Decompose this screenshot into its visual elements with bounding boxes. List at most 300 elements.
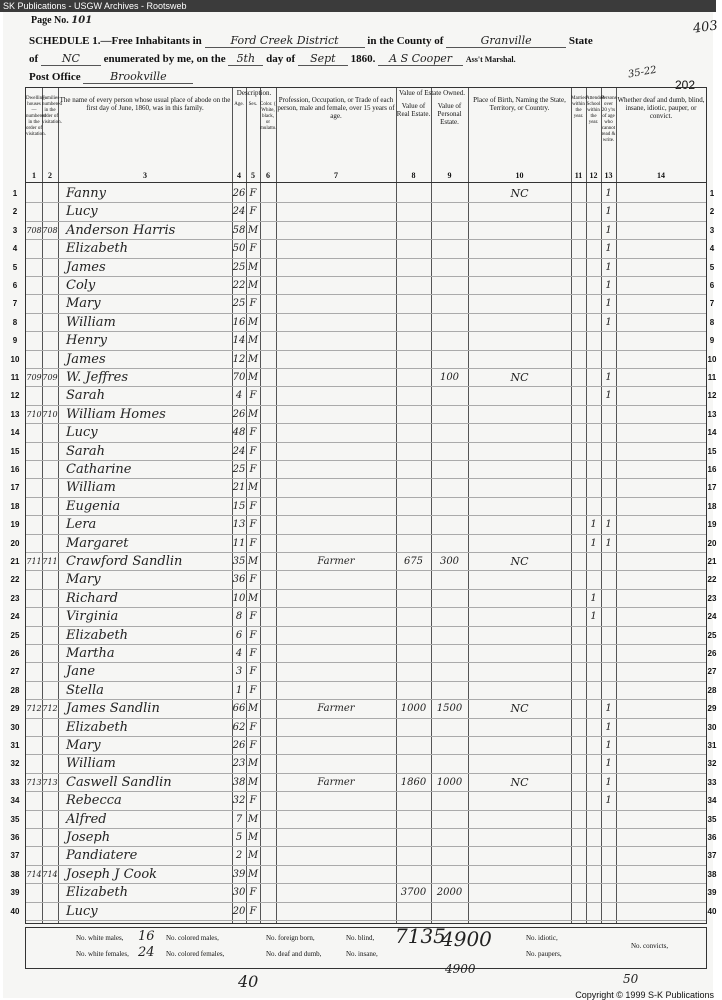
table-row — [10, 386, 717, 405]
person-name: Lucy — [66, 903, 98, 919]
sex: M — [247, 353, 259, 365]
illiterate-mark: 1 — [605, 758, 612, 770]
sex: F — [249, 629, 257, 641]
line-number: 5 — [12, 262, 18, 272]
column-number-8: 8 — [411, 171, 416, 180]
sex: M — [247, 776, 259, 788]
line-number-right: 5 — [709, 262, 715, 272]
age: 2 — [235, 850, 243, 862]
sex: M — [247, 335, 259, 347]
line-number: 24 — [10, 612, 20, 622]
line-number-right: 37 — [707, 851, 717, 861]
table-row — [10, 626, 717, 645]
total-personal-note: 4900 — [445, 962, 476, 976]
table-row — [10, 699, 717, 718]
sex: F — [249, 795, 257, 807]
school-mark: 1 — [590, 537, 597, 549]
table-row — [10, 460, 717, 479]
person-name: Richard — [66, 590, 118, 606]
sex: F — [249, 500, 257, 512]
line-number: 30 — [10, 722, 20, 732]
table-row — [10, 662, 717, 681]
enumerated-label: enumerated by me, on the — [103, 53, 226, 65]
table-row — [10, 442, 717, 461]
age: 13 — [232, 519, 246, 531]
age: 11 — [232, 537, 246, 549]
sex: F — [249, 464, 257, 475]
line-number: 1 — [12, 189, 18, 198]
person-name: Crawford Sandlin — [66, 554, 183, 569]
copyright: Copyright © 1999 S-K Publications — [575, 990, 714, 1000]
family-number: 711 — [42, 557, 58, 566]
line-number: 27 — [10, 667, 20, 677]
printed-page-number: 202 — [675, 78, 696, 92]
column-number-12: 12 — [589, 171, 598, 180]
illiterate-mark: 1 — [605, 776, 612, 788]
sex: M — [247, 703, 259, 715]
school-mark: 1 — [590, 519, 597, 531]
person-name: W. Jeffres — [66, 370, 129, 385]
line-number: 23 — [10, 593, 20, 603]
table-row — [10, 810, 717, 829]
line-number-right: 24 — [707, 612, 717, 622]
line-number-right: 25 — [707, 630, 717, 640]
table-row — [10, 846, 717, 865]
person-name: Sarah — [66, 388, 105, 404]
age: 70 — [232, 372, 246, 383]
foreign-born-label: No. foreign born, — [266, 934, 315, 942]
illiterate-mark: 1 — [605, 390, 612, 402]
family-number: 713 — [42, 777, 58, 787]
table-row — [10, 865, 717, 884]
age: 26 — [232, 740, 246, 751]
age: 4 — [235, 648, 243, 659]
sex: F — [249, 611, 257, 623]
sex: M — [247, 556, 259, 567]
enumeration-line — [29, 52, 516, 66]
line-number: 4 — [12, 244, 18, 254]
column-heading-9: Value of Personal Estate. — [437, 102, 462, 126]
line-number: 32 — [10, 759, 20, 769]
illiterate-mark: 1 — [605, 740, 612, 751]
table-row — [10, 497, 717, 516]
line-number: 39 — [10, 888, 20, 898]
sex: F — [249, 721, 257, 733]
line-number: 12 — [10, 391, 20, 401]
column-heading-12: Attended School within the year. — [586, 96, 605, 125]
line-number: 9 — [12, 336, 18, 346]
age: 20 — [232, 905, 246, 917]
age: 3 — [235, 666, 243, 678]
birthplace: NC — [510, 775, 529, 789]
age: 10 — [232, 592, 246, 604]
month-field: Sept — [298, 52, 348, 66]
table-row — [10, 368, 717, 387]
line-number-right: 3 — [709, 225, 715, 235]
table-row — [10, 570, 717, 589]
line-number: 3 — [12, 225, 18, 235]
personal-estate-value: 1500 — [436, 703, 463, 715]
line-number: 28 — [10, 685, 20, 695]
person-name: Pandiatere — [66, 848, 138, 864]
column-number-3: 3 — [143, 171, 147, 180]
column-heading-3: The name of every person whose usual place of abode on the first day of June, 1860, was in this family. — [59, 96, 231, 112]
column-heading-11: Married within the year. — [571, 96, 588, 119]
sex: M — [247, 832, 259, 843]
estate-group-heading: Value of Estate Owned. — [398, 89, 466, 97]
line-number-right: 40 — [707, 906, 717, 916]
line-number: 18 — [10, 501, 20, 511]
person-name: William — [66, 314, 116, 330]
deaf-dumb-label: No. deaf and dumb, — [266, 950, 322, 958]
person-name: Elizabeth — [66, 885, 129, 901]
column-heading-5: Sex. — [248, 102, 258, 107]
table-row — [10, 718, 717, 737]
table-row — [10, 736, 717, 755]
table-row — [10, 534, 717, 553]
sex: F — [249, 648, 257, 659]
age: 62 — [232, 721, 246, 733]
sex: M — [247, 372, 259, 383]
family-number: 710 — [42, 409, 58, 419]
occupation: Farmer — [317, 776, 355, 788]
line-number: 36 — [10, 833, 20, 842]
line-number: 34 — [10, 796, 20, 806]
person-name: Eugenia — [66, 498, 121, 514]
line-number: 14 — [10, 428, 20, 438]
illiterate-mark: 1 — [605, 261, 612, 273]
age: 1 — [235, 684, 243, 696]
sex: M — [247, 482, 259, 494]
header-rule — [26, 182, 706, 183]
person-name: Jane — [66, 664, 96, 680]
age: 22 — [232, 280, 246, 291]
census-sheet — [3, 12, 719, 998]
real-estate-value: 1860 — [400, 776, 427, 788]
table-row — [12, 221, 715, 240]
personal-estate-value: 100 — [439, 372, 460, 383]
sex: M — [247, 224, 259, 236]
illiterate-mark: 1 — [605, 519, 612, 531]
marshal-title: Ass't Marshal. — [465, 55, 516, 64]
line-number-right: 34 — [707, 796, 717, 806]
sex: F — [249, 666, 257, 678]
line-number: 11 — [10, 373, 20, 382]
person-name: Catharine — [66, 462, 132, 477]
sex: M — [247, 868, 259, 880]
sex: F — [249, 298, 257, 310]
line-number-right: 27 — [707, 667, 717, 677]
age: 38 — [232, 776, 246, 788]
line-number-right: 36 — [707, 833, 717, 842]
age: 25 — [232, 298, 246, 310]
school-mark: 1 — [590, 611, 597, 623]
table-row — [10, 350, 717, 369]
table-row — [10, 902, 717, 921]
person-name: Lucy — [66, 425, 98, 441]
source-banner: SK Publications - USGW Archives - Rootsweb — [0, 0, 716, 12]
line-number: 10 — [10, 354, 20, 364]
summary-footer — [25, 927, 707, 969]
line-number: 20 — [10, 538, 20, 548]
age: 15 — [232, 500, 246, 512]
real-estate-value: 3700 — [400, 887, 427, 899]
age: 66 — [232, 703, 246, 715]
person-name: Elizabeth — [66, 627, 129, 643]
line-number-right: 14 — [707, 428, 717, 438]
line-number-right: 13 — [707, 409, 717, 419]
table-row — [12, 331, 715, 350]
table-row — [10, 883, 717, 902]
day-field: 5th — [228, 52, 263, 66]
column-number-6: 6 — [266, 171, 270, 180]
age: 26 — [232, 188, 246, 199]
illiterate-mark: 1 — [605, 721, 612, 733]
line-number: 7 — [12, 299, 18, 309]
table-row — [12, 276, 715, 295]
column-heading-13: Persons over 20 y'rs of age who cannot read & write. — [601, 96, 617, 143]
state-field: NC — [41, 52, 101, 66]
occupation: Farmer — [317, 703, 355, 715]
column-heading-1: Dwelling-houses—numbered in the order of visitation. — [26, 96, 47, 137]
line-number-right: 26 — [707, 649, 717, 658]
person-name: James — [66, 259, 106, 275]
white-females-value: 24 — [138, 945, 155, 960]
day-of-label: day of — [266, 53, 296, 65]
person-name: Caswell Sandlin — [66, 774, 172, 790]
illiterate-mark: 1 — [605, 298, 612, 310]
post-office-label: Post Office — [29, 71, 81, 83]
sex: M — [247, 280, 259, 291]
table-row — [12, 294, 715, 313]
column-number-7: 7 — [334, 171, 338, 180]
line-number: 22 — [10, 575, 20, 585]
table-row — [10, 405, 717, 424]
age: 26 — [232, 408, 246, 420]
schedule-line — [29, 34, 593, 48]
census-table — [10, 87, 717, 924]
birthplace: NC — [510, 187, 529, 200]
county-field: Granville — [446, 34, 566, 48]
personal-estate-value: 300 — [439, 556, 460, 567]
column-heading-10: Place of Birth, Naming the State, Territory, or Country. — [473, 96, 566, 112]
line-number: 35 — [10, 814, 20, 824]
line-number-right: 39 — [707, 888, 717, 898]
sex: M — [247, 261, 259, 273]
dwelling-number: 711 — [26, 557, 42, 566]
line-number: 13 — [10, 409, 20, 419]
line-number-right: 21 — [707, 557, 717, 566]
age: 23 — [232, 758, 246, 770]
sex: F — [249, 445, 257, 457]
white-males-value: 16 — [138, 929, 155, 944]
sex: F — [249, 574, 257, 586]
illiterate-mark: 1 — [605, 537, 612, 549]
column-number-14: 14 — [657, 171, 665, 180]
state-label: State — [568, 35, 593, 47]
district-field: Ford Creek District — [205, 34, 365, 48]
person-name: Elizabeth — [66, 719, 129, 735]
person-name: Lucy — [66, 204, 98, 220]
total-real-estate: 7135 — [395, 924, 446, 948]
page-label: Page No. — [31, 15, 69, 26]
table-row — [10, 791, 717, 810]
age: 25 — [232, 261, 246, 273]
line-number-right: 16 — [707, 465, 717, 474]
table-row — [10, 754, 717, 773]
line-number-right: 17 — [707, 483, 717, 493]
person-name: Virginia — [66, 609, 119, 625]
age: 6 — [235, 629, 243, 641]
line-number-right: 22 — [707, 575, 717, 585]
birthplace: NC — [510, 371, 529, 384]
person-name: Martha — [66, 646, 115, 661]
line-number: 17 — [10, 483, 20, 493]
column-heading-8: Value of Real Estate. — [396, 102, 431, 118]
person-name: William — [66, 480, 116, 496]
illiterate-mark: 1 — [605, 280, 612, 291]
person-name: Rebecca — [66, 793, 122, 809]
age: 21 — [232, 482, 246, 494]
age: 14 — [232, 335, 246, 347]
sex: F — [249, 519, 257, 531]
sex: M — [247, 758, 259, 770]
line-number-right: 15 — [707, 446, 717, 456]
line-number-right: 19 — [707, 520, 717, 530]
sex: M — [247, 316, 259, 328]
line-number-right: 10 — [707, 354, 717, 364]
line-number-right: 29 — [707, 704, 717, 714]
person-name: Coly — [66, 278, 96, 293]
column-number-11: 11 — [574, 171, 583, 180]
insane-label: No. insane, — [346, 950, 378, 958]
line-number: 26 — [10, 649, 20, 658]
table-row — [12, 202, 715, 221]
line-number-right: 2 — [709, 207, 715, 217]
line-number-right: 12 — [707, 391, 717, 401]
page-number — [31, 15, 92, 26]
line-number-right: 11 — [707, 373, 717, 382]
real-estate-value: 1000 — [400, 703, 427, 715]
sex: F — [249, 537, 257, 549]
line-number: 2 — [12, 207, 18, 217]
table-row — [10, 589, 717, 608]
person-name: Alfred — [66, 811, 107, 827]
person-name: James — [66, 351, 106, 367]
colored-females-label: No. colored females, — [166, 950, 225, 958]
line-number: 33 — [10, 777, 20, 787]
sex: F — [249, 243, 257, 255]
age: 25 — [232, 464, 246, 475]
column-heading-2: Families numbered in the order of visitation. — [42, 96, 62, 125]
table-row — [10, 644, 717, 663]
illiterate-mark: 1 — [605, 224, 612, 236]
sex: F — [249, 684, 257, 696]
line-number-right: 31 — [707, 741, 717, 750]
person-name: Joseph — [66, 830, 111, 845]
column-number-9: 9 — [447, 171, 452, 180]
illiterate-mark: 1 — [605, 703, 612, 715]
column-heading-14: Whether deaf and dumb, blind, insane, idiotic, pauper, or convict. — [617, 96, 705, 120]
line-number: 29 — [10, 704, 20, 714]
line-number: 19 — [10, 520, 20, 530]
line-number: 40 — [10, 906, 20, 916]
line-number: 15 — [10, 446, 20, 456]
county-label: in the County of — [367, 35, 444, 47]
line-number-right: 4 — [709, 244, 715, 254]
line-number-right: 20 — [707, 538, 717, 548]
age: 32 — [232, 795, 246, 807]
age: 16 — [232, 316, 246, 328]
line-number-right: 7 — [709, 299, 715, 309]
column-number-4: 4 — [237, 171, 241, 180]
line-number: 21 — [10, 557, 20, 566]
table-row — [10, 681, 717, 700]
personal-estate-value: 1000 — [436, 776, 463, 788]
column-heading-7: Profession, Occupation, or Trade of each person, male and female, over 15 years of age. — [277, 96, 395, 120]
person-name: William — [66, 756, 116, 772]
person-name: Mary — [66, 572, 101, 588]
person-name: Mary — [66, 738, 101, 753]
illiterate-mark: 1 — [605, 316, 612, 328]
dwelling-number: 708 — [26, 225, 42, 235]
table-row — [12, 258, 715, 277]
of-label: of — [29, 53, 39, 65]
line-number-right: 1 — [709, 189, 715, 198]
person-name: Elizabeth — [66, 241, 129, 257]
blind-label: No. blind, — [346, 934, 375, 942]
age: 36 — [232, 574, 246, 586]
family-number: 712 — [42, 704, 58, 714]
sex: F — [249, 390, 257, 402]
line-number-right: 6 — [709, 281, 715, 290]
sex: F — [249, 206, 257, 218]
family-number: 709 — [42, 373, 58, 382]
age: 30 — [232, 887, 246, 899]
year-label: 1860. — [350, 53, 376, 65]
marshal-field: A S Cooper — [378, 52, 463, 66]
illiterate-mark: 1 — [605, 206, 612, 218]
personal-estate-value: 2000 — [436, 887, 463, 899]
stamp-number: 403 — [692, 18, 719, 37]
table-row — [12, 239, 715, 258]
age: 50 — [232, 243, 246, 255]
sex: F — [249, 887, 257, 899]
dwelling-number: 714 — [26, 869, 42, 879]
sex: F — [249, 740, 257, 751]
person-name: James Sandlin — [66, 701, 160, 717]
convicts-label: No. convicts, — [631, 942, 669, 950]
column-number-10: 10 — [515, 171, 524, 180]
table-row — [10, 552, 717, 571]
post-office-field: Brookville — [83, 70, 193, 84]
sex: M — [247, 813, 259, 825]
column-number-5: 5 — [251, 171, 255, 180]
person-name: Sarah — [66, 443, 105, 459]
family-number: 714 — [42, 869, 58, 879]
bottom-note-left: 40 — [238, 972, 259, 991]
illiterate-mark: 1 — [605, 243, 612, 255]
age: 8 — [235, 611, 243, 623]
column-number-2: 2 — [48, 171, 52, 180]
column-heading-6: Color. { White, black, or mulatto. — [260, 102, 277, 131]
illiterate-mark: 1 — [605, 372, 612, 383]
age: 4 — [235, 390, 243, 402]
sex: M — [247, 850, 259, 862]
sex: F — [249, 188, 257, 199]
person-name: Stella — [66, 682, 104, 698]
line-number-right: 18 — [707, 501, 717, 511]
